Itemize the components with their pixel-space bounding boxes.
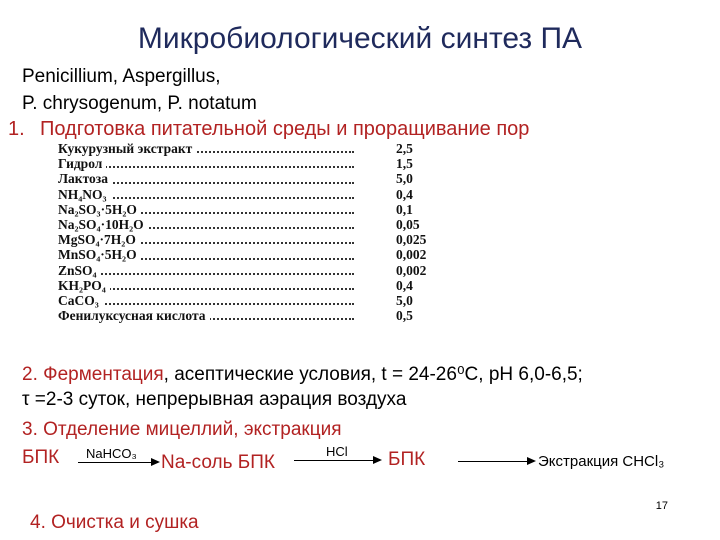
step-2-line-1 xyxy=(22,363,583,386)
step-2-conditions: , асептические условия, t = 24-26⁰С, рН 6,0-6,5; xyxy=(163,364,583,385)
scheme-bpk-1: БПК xyxy=(22,447,60,468)
medium-component-value: 0,025 xyxy=(396,232,427,248)
dot-leader xyxy=(58,273,354,275)
medium-component-name: KH₂PO₄ xyxy=(58,278,110,293)
medium-component-name: CaCO₃ xyxy=(58,293,103,308)
medium-component-value: 0,4 xyxy=(396,186,413,202)
step-1-number: 1. xyxy=(8,118,25,140)
medium-component-value: 0,002 xyxy=(396,247,427,263)
scheme-na-salt: Na-соль БПК xyxy=(161,452,275,473)
medium-row xyxy=(58,262,427,278)
medium-component-value: 1,5 xyxy=(396,156,413,172)
medium-component-name: Гидрол xyxy=(58,156,106,171)
step-2-label: 2. Ферментация xyxy=(22,364,164,385)
scheme-reagent-nahco3: NaHCO₃ xyxy=(86,446,137,461)
page-number: 17 xyxy=(655,500,668,512)
medium-component-value: 0,1 xyxy=(396,201,413,217)
medium-row xyxy=(58,278,418,293)
medium-component-value: 0,002 xyxy=(396,262,427,278)
medium-row xyxy=(58,141,418,156)
medium-component-value: 5,0 xyxy=(396,171,413,187)
medium-component-value: 0,4 xyxy=(396,277,413,293)
step-3-label: 3. Отделение мицеллий, экстракция xyxy=(22,419,342,440)
organisms-line-2: P. chrysogenum, P. notatum xyxy=(22,93,257,114)
medium-component-name: Кукурузный экстракт xyxy=(58,141,196,156)
medium-row xyxy=(58,156,418,171)
scheme-bpk-2: БПК xyxy=(388,449,426,470)
medium-component-name: MnSO₄·5H₂O xyxy=(58,247,141,262)
medium-component-name: MgSO₄·7H₂O xyxy=(58,232,140,247)
medium-row xyxy=(58,171,418,186)
step-4-label: 4. Очистка и сушка xyxy=(30,512,199,533)
medium-component-value: 2,5 xyxy=(396,141,413,156)
medium-row xyxy=(58,187,418,202)
medium-component-name: Лактоза xyxy=(58,171,112,186)
organisms-line-1: Penicillium, Aspergillus, xyxy=(22,66,221,87)
scheme-arrow-2 xyxy=(294,460,380,461)
medium-component-name: Na₂SO₃·5H₂O xyxy=(58,202,141,217)
medium-component-name: Фенилуксусная кислота xyxy=(58,308,210,323)
scheme-arrow-1 xyxy=(78,462,158,463)
step-2-line-2: τ =2-3 суток, непрерывная аэрация воздуха xyxy=(22,389,407,410)
scheme-extraction: Экстракция СНCl₃ xyxy=(538,453,665,470)
step-1-text: Подготовка питательной среды и проращивание пор xyxy=(40,118,530,140)
medium-row xyxy=(58,217,418,232)
medium-component-value: 0,5 xyxy=(396,308,413,324)
medium-row xyxy=(58,293,418,308)
scheme-arrow-3 xyxy=(458,461,534,462)
nutrient-medium-table xyxy=(58,141,427,324)
scheme-reagent-hcl: HCl xyxy=(326,444,348,459)
medium-row xyxy=(58,308,418,323)
medium-row xyxy=(58,232,427,248)
medium-row xyxy=(58,202,418,217)
step-1-heading xyxy=(8,118,529,141)
medium-component-name: NH₄NO₃ xyxy=(58,187,111,202)
medium-component-value: 5,0 xyxy=(396,292,413,308)
page-title: Микробиологический синтез ПА xyxy=(137,22,583,55)
medium-row xyxy=(58,247,427,263)
medium-component-value: 0,05 xyxy=(396,216,420,232)
medium-component-name: Na₂SO₄·10H₂O xyxy=(58,217,148,232)
medium-component-name: ZnSO₄ xyxy=(58,263,101,278)
